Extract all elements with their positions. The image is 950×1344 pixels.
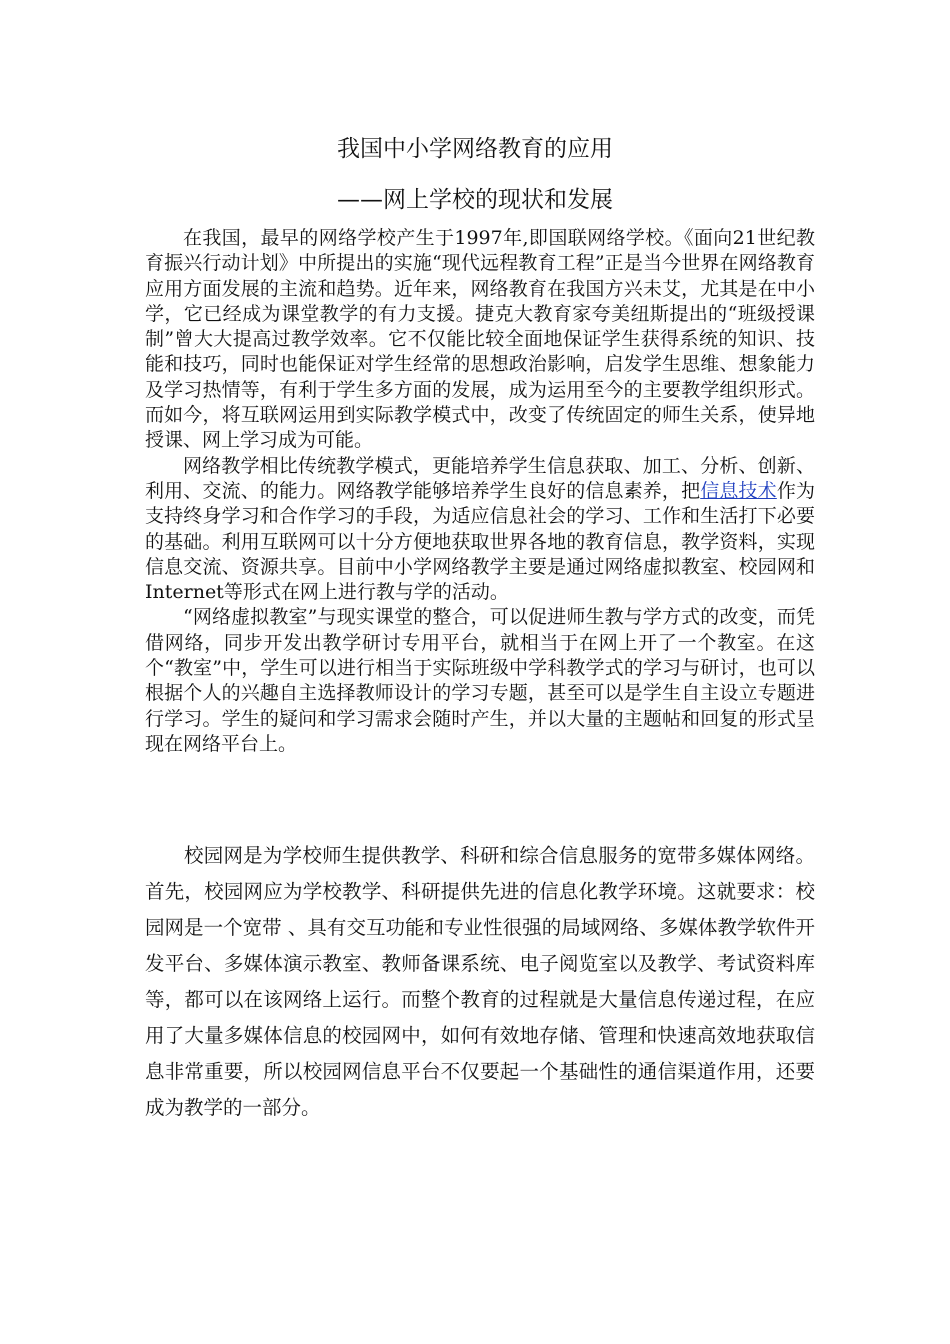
document-subtitle: ——网上学校的现状和发展 <box>337 187 613 213</box>
paragraph-3: “网络虚拟教室”与现实课堂的整合，可以促进师生教与学方式的改变，而凭借网络，同步开发出教学研讨专用平台，就相当于在网上开了一个教室。在这个“教室”中，学生可以进行相当于实际班级中学科教学式的学习与研讨，也可以根据个人的兴趣自主选择教师设计的学习专题，甚至可以是学生自主设立专题进行学习。学生的疑问和学习需求会随时产生，并以大量的主题帖和回复的形式呈现在网络平台上。 <box>145 606 815 755</box>
paragraph-2-text-before: 网络教学相比传统教学模式，更能培养学生信息获取、加工、分析、创新、利用、交流、的能力。网络教学能够培养学生良好的信息素养，把 <box>145 454 815 502</box>
paragraph-2-text-after: 作为支持终身学习和合作学习的手段，为适应信息社会的学习、工作和生活打下必要的基础。利用互联网可以十分方便地获取世界各地的教育信息，教学资料，实现信息交流、资源共享。目前中小学网络教学主要是通过网络虚拟教室、校园网和Internet等形式在网上进行教与学的活动。 <box>145 479 815 604</box>
document-title: 我国中小学网络教育的应用 <box>337 136 613 162</box>
body-section-main <box>145 226 815 757</box>
paragraph-4: 校园网是为学校师生提供教学、科研和综合信息服务的宽带多媒体网络。首先，校园网应为学校教学、科研提供先进的信息化教学环境。这就要求：校园网是一个宽带 、具有交互功能和专业性很强的局域网络、多媒体教学软件开发平台、多媒体演示教室、教师备课系统、电子阅览室以及教学、考试资料库等，都可以在该网络上运行。而整个教育的过程就是大量信息传递过程，在应用了大量多媒体信息的校园网中，如何有效地存储、管理和快速高效地获取信息非常重要，所以校园网信息平台不仅要起一个基础性的通信渠道作用，还要成为教学的一部分。 <box>145 844 815 1119</box>
paragraph-1: 在我国，最早的网络学校产生于1997年,即国联网络学校。《面向21世纪教育振兴行动计划》中所提出的实施“现代远程教育工程”正是当今世界在网络教育应用方面发展的主流和趋势。近年来，网络教育在我国方兴未艾，尤其是在中小学，它已经成为课堂教学的有力支援。捷克大教育家夸美纽斯提出的“班级授课制”曾大大提高过教学效率。它不仅能比较全面地保证学生获得系统的知识、技能和技巧，同时也能保证对学生经常的思想政治影响，启发学生思维、想象能力及学习热情等，有利于学生多方面的发展，成为运用至今的主要教学组织形式。而如今，将互联网运用到实际教学模式中，改变了传统固定的师生关系，使异地授课、网上学习成为可能。 <box>145 227 815 452</box>
paragraph-2 <box>145 454 815 606</box>
body-section-campus-network <box>145 838 815 1126</box>
information-technology-link[interactable]: 信息技术 <box>700 479 777 502</box>
